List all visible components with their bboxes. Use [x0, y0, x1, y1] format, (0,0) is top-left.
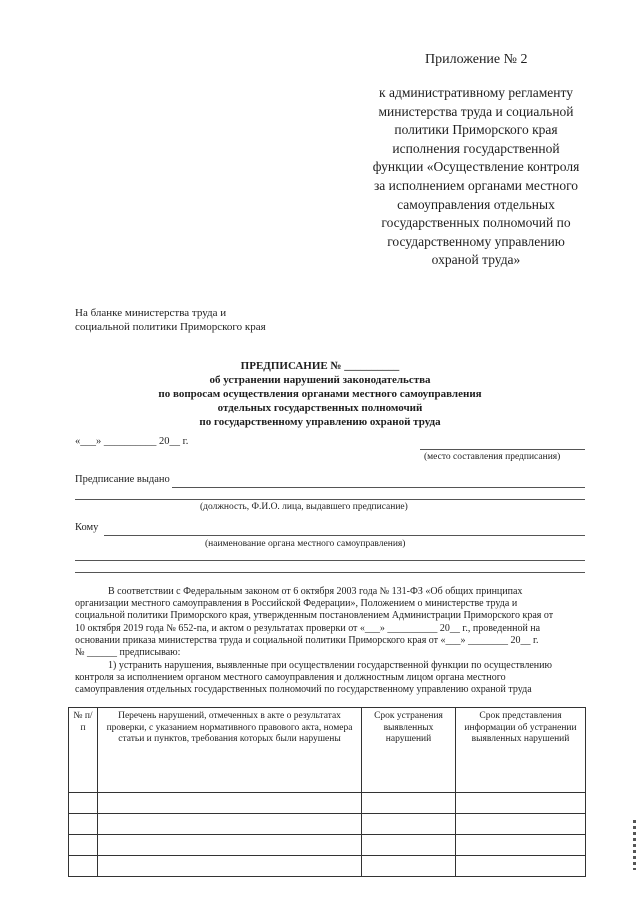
appendix-description — [330, 84, 622, 270]
table-cell[interactable] — [362, 856, 456, 877]
table-cell[interactable] — [456, 835, 586, 856]
appendix-line: охраной труда» — [431, 252, 521, 268]
appendix-line: самоуправления отдельных — [397, 196, 555, 212]
paragraph-line: организации местного самоуправления в Российской Федерации», Положением о министерстве труда и — [75, 598, 518, 610]
header-violations: Перечень нарушений, отмеченных в акте о результатах проверки, с указанием нормативного правового акта, номера статьи и пунктов, требования которых были нарушены — [98, 708, 362, 793]
to-caption: (наименование органа местного самоуправления) — [205, 539, 406, 549]
paragraph-line: основании приказа министерства труда и социальной политики Приморского края от «___» ________ 20__ г. — [75, 634, 539, 646]
basis-paragraph — [75, 586, 585, 659]
document-subtitle-line: отдельных государственных полномочий — [217, 402, 423, 414]
item-1 — [75, 660, 585, 697]
paragraph-line: № ______ предписываю: — [75, 647, 181, 659]
issued-label: Предписание выдано — [75, 474, 170, 485]
document-subtitle-line: об устранении нарушений законодательства — [209, 374, 431, 386]
table-row — [69, 814, 586, 835]
document-title: ПРЕДПИСАНИЕ № __________ — [240, 360, 400, 372]
document-heading — [100, 359, 540, 429]
table-cell[interactable] — [98, 835, 362, 856]
table-row — [69, 856, 586, 877]
to-underline-3 — [75, 572, 585, 573]
appendix-line: политики Приморского края — [394, 122, 558, 138]
letterhead-note — [75, 306, 266, 334]
item-1-line: самоуправления отдельных государственных полномочий по государственному управлению охраной труда — [75, 684, 532, 696]
table-cell[interactable] — [456, 856, 586, 877]
item-1-line: 1) устранить нарушения, выявленные при осуществлении государственной функции по осуществлению — [108, 660, 552, 671]
issued-caption: (должность, Ф.И.О. лица, выдавшего предписание) — [200, 502, 408, 512]
table-cell[interactable] — [98, 814, 362, 835]
table-cell[interactable] — [362, 814, 456, 835]
appendix-title: Приложение № 2 — [425, 52, 528, 67]
header-number: № п/п — [69, 708, 98, 793]
appendix-line: государственных полномочий по — [381, 215, 571, 231]
table-cell[interactable] — [98, 793, 362, 814]
document-subtitle-line: по вопросам осуществления органами местного самоуправления — [158, 388, 482, 400]
table-cell[interactable] — [362, 793, 456, 814]
appendix-line: за исполнением органами местного — [373, 177, 579, 193]
appendix-line: государственному управлению — [387, 233, 565, 249]
table-row — [69, 835, 586, 856]
to-underline — [104, 535, 585, 536]
to-label: Кому — [75, 522, 99, 533]
letterhead-note-line: социальной политики Приморского края — [75, 321, 266, 333]
letterhead-note-line: На бланке министерства труда и — [75, 307, 227, 319]
table-cell[interactable] — [69, 835, 98, 856]
issued-underline-2 — [75, 499, 585, 500]
table-cell[interactable] — [98, 856, 362, 877]
table-cell[interactable] — [69, 814, 98, 835]
place-caption: (место составления предписания) — [424, 452, 561, 462]
item-1-line: контроля за исполнением органом местного самоуправления и должностным лицом органа местного — [75, 672, 506, 684]
appendix-line: министерства труда и социальной — [378, 103, 574, 119]
to-underline-2 — [75, 560, 585, 561]
issued-underline — [172, 487, 585, 488]
table-cell[interactable] — [456, 793, 586, 814]
header-report-deadline: Срок представления информации об устранении выявленных нарушений — [456, 708, 586, 793]
place-underline — [420, 449, 585, 450]
document-subtitle-line: по государственному управлению охраной труда — [199, 416, 441, 428]
header-fix-deadline: Срок устранения выявленных нарушений — [362, 708, 456, 793]
paragraph-line: В соответствии с Федеральным законом от 6 октября 2003 года № 131-ФЗ «Об общих принципах — [108, 586, 523, 597]
table-cell[interactable] — [69, 793, 98, 814]
table-cell[interactable] — [456, 814, 586, 835]
table-header-row — [69, 708, 586, 793]
table-cell[interactable] — [362, 835, 456, 856]
table-cell[interactable] — [69, 856, 98, 877]
violations-table — [68, 707, 586, 877]
date-line: «___» __________ 20__ г. — [75, 436, 189, 447]
appendix-line: к административному регламенту — [379, 85, 573, 100]
appendix-line: функции «Осуществление контроля — [372, 159, 580, 175]
appendix-line: исполнения государственной — [392, 140, 560, 156]
table-row — [69, 793, 586, 814]
paragraph-line: социальной политики Приморского края, утвержденным постановлением Администрации Приморского края от — [75, 610, 554, 622]
paragraph-line: 10 октября 2019 года № 652-па, и актом о результатах проверки от «___» __________ 20__ г., проведенной на — [75, 622, 541, 634]
scan-artifact — [633, 820, 636, 870]
